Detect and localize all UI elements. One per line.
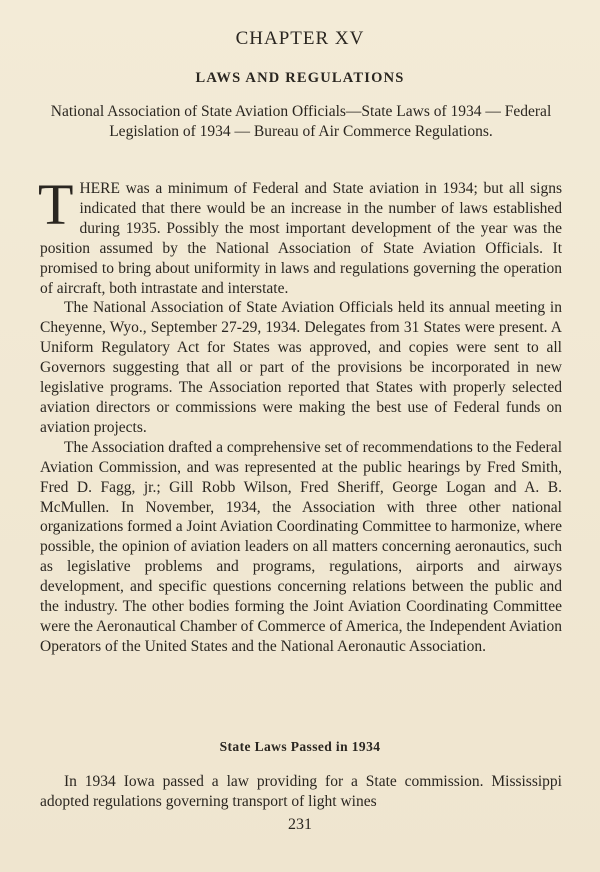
body-text <box>38 172 563 657</box>
chapter-summary: National Association of State Aviation Officials—State Laws of 1934 — Federal Legislation of 1934 — Bureau of Air Commerce Regulations. <box>50 103 552 140</box>
paragraph-2: The National Association of State Aviation Officials held its annual meeting in Cheyenne, Wyo., September 27-29, 1934. Delegates from 31 States were present. A Uniform Regulatory Act for States was approved, and copies were sent to all Governors suggesting that all or part of the provisions be incorporated in new legislative programs. The Association reported that States with properly selected aviation directors or commissions were making the best use of Federal funds on aviation projects. <box>40 299 562 436</box>
chapter-heading: CHAPTER XV <box>235 28 365 49</box>
drop-cap: T <box>38 172 74 237</box>
chapter-title: LAWS AND REGULATIONS <box>195 70 405 86</box>
paragraph-1-text: HERE was a minimum of Federal and State aviation in 1934; but all signs indicated that there would be an increase in the number of laws established during 1935. Possibly the most important development of the year was the position assumed by the National Association of State Aviation Officials. It promised to bring about uniformity in laws and regulations governing the operation of aircraft, both intrastate and interstate. <box>40 180 562 297</box>
paragraph-3: The Association drafted a comprehensive set of recommendations to the Federal Aviation Commission, and was represented at the public hearings by Fred Smith, Fred D. Fagg, jr.; Gill Robb Wilson, Fred Sheriff, George Logan and A. B. McMullen. In November, 1934, the Association with three other national organizations formed a Joint Aviation Coordinating Committee to harmonize, where possible, the opinion of aviation leaders on all matters concerning aeronautics, such as legislative problems and programs, regulations, airports and airways development, and specific questions concerning relations between the public and the industry. The other bodies forming the Joint Aviation Coordinating Committee were the Aeronautical Chamber of Commerce of America, the Independent Aviation Operators of the United States and the National Aeronautic Association. <box>40 438 563 655</box>
section-body <box>40 772 562 812</box>
section-paragraph-1: In 1934 Iowa passed a law providing for a State commission. Mississippi adopted regulations governing transport of light wines <box>40 773 562 810</box>
page-number: 231 <box>288 816 312 833</box>
section-heading: State Laws Passed in 1934 <box>219 739 381 754</box>
paragraph-1 <box>38 172 562 298</box>
